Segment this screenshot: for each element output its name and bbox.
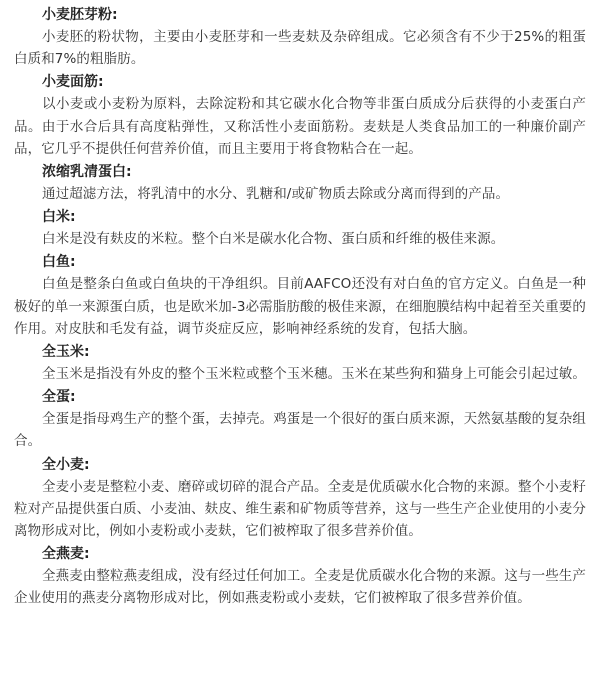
definition-whitefish: 白鱼是整条白鱼或白鱼块的干净组织。目前AAFCO还没有对白鱼的官方定义。白鱼是一种极好的单一来源蛋白质，也是欧米加-3必需脂肪酸的极佳来源，在细胞膜结构中起着至关重要的作用。对皮肤和毛发有益，调节炎症反应，影响神经系统的发育，包括大脑。 [14, 276, 586, 337]
term-whole-oats: 全燕麦: [42, 546, 90, 563]
definition-whey-protein-concentrate: 通过超滤方法，将乳清中的水分、乳糖和/或矿物质去除或分离而得到的产品。 [42, 186, 510, 203]
definition-whole-wheat: 全麦小麦是整粒小麦、磨碎或切碎的混合产品。全麦是优质碳水化合物的来源。整个小麦籽粒对产品提供蛋白质、小麦油、麸皮、维生素和矿物质等营养，这与一些生产企业使用的小麦分离物形成对比，例如小麦粉或小麦麸，它们被榨取了很多营养价值。 [14, 478, 586, 540]
term-wheat-germ-meal: 小麦胚芽粉: [42, 7, 118, 23]
term-whole-egg: 全蛋: [42, 389, 76, 406]
definition-wheat-gluten: 以小麦或小麦粉为原料，去除淀粉和其它碳水化合物等非蛋白质成分后获得的小麦蛋白产品。由于水合后具有高度粘弹性，又称活性小麦面筋粉。麦麸是人类食品加工的一种廉价副产品，它几乎不提供任何营养价值，而且主要用于将食物粘合在一起。 [14, 96, 586, 157]
term-whitefish: 白鱼: [42, 254, 76, 271]
term-whey-protein-concentrate: 浓缩乳清蛋白: [42, 164, 132, 181]
term-whole-wheat: 全小麦: [42, 456, 90, 473]
term-wheat-gluten: 小麦面筋: [42, 74, 104, 91]
definition-wheat-germ-meal: 小麦胚的粉状物，主要由小麦胚芽和一些麦麸及杂碎组成。它必须含有不少于25%的粗蛋白质和7%的粗脂肪。 [14, 29, 586, 68]
definition-whole-egg: 全蛋是指母鸡生产的整个蛋，去掉壳。鸡蛋是一个很好的蛋白质来源，天然氨基酸的复杂组合。 [14, 411, 586, 450]
term-whole-corn: 全玉米: [42, 344, 90, 361]
definition-whole-corn: 全玉米是指没有外皮的整个玉米粒或整个玉米穗。玉米在某些狗和猫身上可能会引起过敏。 [42, 366, 586, 383]
definition-white-rice: 白米是没有麸皮的米粒。整个白米是碳水化合物、蛋白质和纤维的极佳来源。 [42, 231, 505, 248]
term-white-rice: 白米: [42, 209, 76, 226]
definition-whole-oats: 全燕麦由整粒燕麦组成，没有经过任何加工。全麦是优质碳水化合物的来源。这与一些生产企业使用的燕麦分离物形成对比，例如燕麦粉或小麦麸，它们被榨取了很多营养价值。 [14, 568, 586, 607]
